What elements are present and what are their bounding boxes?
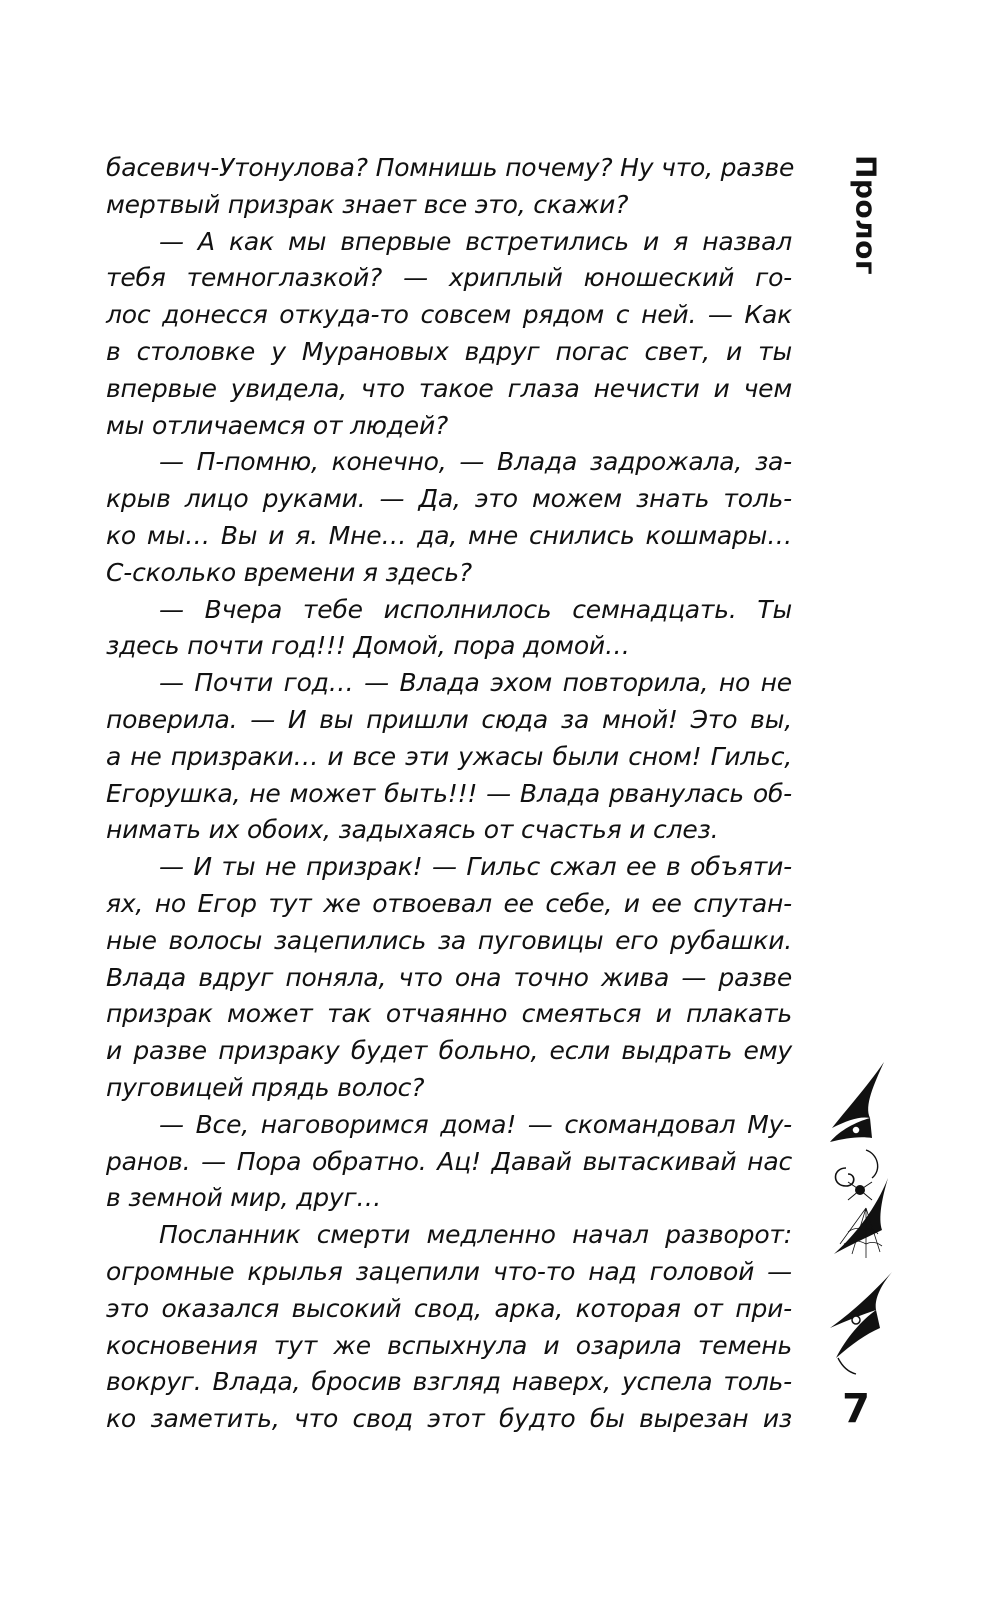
text-line: ко заметить, что свод этот будто бы вырезан из xyxy=(106,1404,792,1434)
text-line: — Почти год… — Влада эхом повторила, но не xyxy=(159,668,792,698)
text-line: Влада вдруг поняла, что она точно жива — разве xyxy=(106,962,792,992)
text-line: огромные крылья зацепили что-то над головой — xyxy=(106,1256,792,1286)
text-line: ранов. — Пора обратно. Ац! Давай вытаскивай нас xyxy=(106,1146,792,1176)
text-line: в столовке у Мурановых вдруг погас свет, и ты xyxy=(106,336,792,366)
text-line: крыв лицо руками. — Да, это можем знать толь- xyxy=(106,484,792,514)
page-number: 7 xyxy=(842,1386,870,1432)
text-line: ные волосы зацепились за пуговицы его рубашки. xyxy=(106,925,792,955)
text-line: лос донесся откуда-то совсем рядом с ней. — Как xyxy=(106,300,792,330)
text-line: мы отличаемся от людей? xyxy=(106,410,449,440)
text-line: — Вчера тебе исполнилось семнадцать. Ты xyxy=(159,594,792,624)
text-line: это оказался высокий свод, арка, которая от при- xyxy=(106,1293,792,1323)
body-text xyxy=(106,150,795,1438)
text-line: и разве призраку будет больно, если выдрать ему xyxy=(106,1036,792,1066)
text-line: вокруг. Влада, бросив взгляд наверх, успела толь- xyxy=(106,1367,792,1397)
text-line: мертвый призрак знает все это, скажи? xyxy=(106,189,629,219)
text-line: ях, но Егор тут же отвоевал ее себе, и ее спутан- xyxy=(106,888,792,918)
text-line: Егорушка, не может быть!!! — Влада рванулась об- xyxy=(106,778,792,808)
running-head-text: Пролог xyxy=(849,154,883,276)
text-line: впервые увидела, что такое глаза нечисти и чем xyxy=(106,373,792,403)
text-line: здесь почти год!!! Домой, пора домой… xyxy=(106,631,630,661)
text-line: ко мы… Вы и я. Мне… да, мне снились кошмары… xyxy=(106,520,792,550)
text-line: в земной мир, друг… xyxy=(106,1183,382,1213)
text-line: косновения тут же вспыхнула и озарила темень xyxy=(106,1330,792,1360)
running-head xyxy=(848,154,884,276)
text-line: — Все, наговоримся дома! — скомандовал Му- xyxy=(159,1109,792,1139)
text-line: тебя темноглазкой? — хриплый юношеский го- xyxy=(106,263,792,293)
text-line: С-сколько времени я здесь? xyxy=(106,557,472,587)
text-line: басевич-Утонулова? Помнишь почему? Ну что, разве xyxy=(106,153,795,182)
text-line: поверила. — И вы пришли сюда за мной! Это вы, xyxy=(106,704,792,734)
ornament-icon xyxy=(826,1058,896,1378)
text-line: а не призраки… и все эти ужасы были сном! Гильс, xyxy=(106,741,792,771)
text-line: — И ты не призрак! — Гильс сжал ее в объяти- xyxy=(159,852,792,882)
text-line: призрак может так отчаянно смеяться и плакать xyxy=(106,999,792,1029)
text-line: — П-помню, конечно, — Влада задрожала, за- xyxy=(159,447,792,477)
text-line: нимать их обоих, задыхаясь от счастья и слез. xyxy=(106,815,719,845)
text-line: — А как мы впервые встретились и я назвал xyxy=(159,226,792,256)
text-line: Посланник смерти медленно начал разворот: xyxy=(159,1220,792,1250)
text-line: пуговицей прядь волос? xyxy=(106,1072,425,1102)
